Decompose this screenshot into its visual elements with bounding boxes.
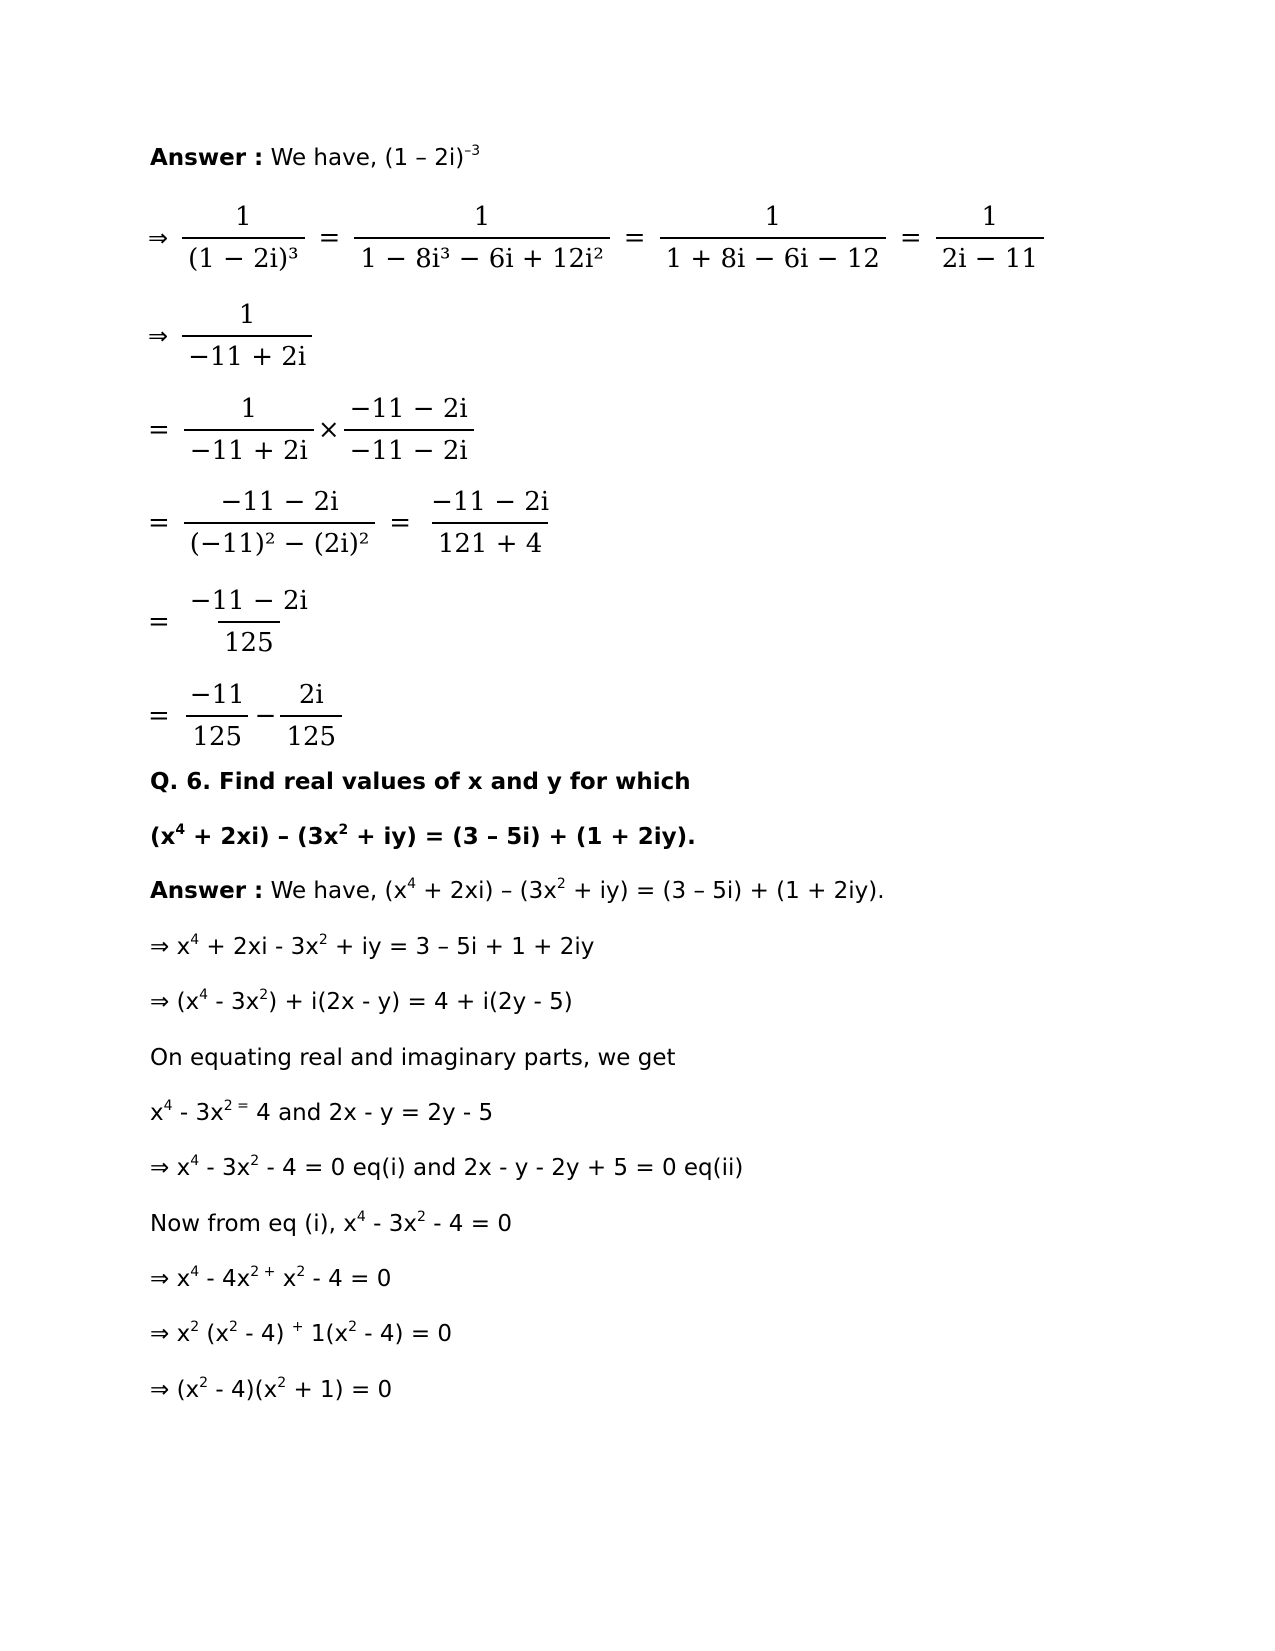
denominator: −11 − 2i [344, 429, 474, 468]
fraction [280, 678, 342, 754]
equals-sign: = [623, 223, 646, 253]
text: + 2xi) – (3x [416, 878, 557, 904]
math-line-3 [148, 392, 474, 468]
numerator: 2i [298, 680, 324, 710]
text: ⇒ x [150, 934, 191, 960]
math-line-5 [148, 584, 314, 660]
numerator: −11 [189, 680, 245, 710]
answer-label: Answer : [150, 878, 264, 904]
times-sign: × [317, 415, 340, 445]
math-line-6 [148, 678, 342, 754]
equals-sign: = [148, 415, 170, 445]
text: x [275, 1266, 297, 1292]
math-line-1 [148, 200, 1044, 276]
text: ⇒ x [150, 1155, 191, 1181]
exponent: 2 [318, 932, 328, 949]
answer-line-2 [150, 876, 885, 906]
text: Now from eq (i), x [150, 1211, 357, 1237]
fraction [344, 392, 474, 468]
text: - 4) = 0 [356, 1321, 453, 1347]
exponent: –3 [464, 143, 481, 160]
numerator: 1 [238, 300, 256, 330]
text: + iy) = (3 – 5i) + (1 + 2iy). [565, 878, 885, 904]
exponent: 2 [348, 1319, 357, 1336]
text: 1(x [303, 1321, 349, 1347]
text: 4 and 2x - y = 2y - 5 [248, 1100, 494, 1126]
implies-arrow: ⇒ [148, 224, 169, 252]
text: - 4 = 0 eq(i) and 2x - y - 2y + 5 = 0 eq(ii) [259, 1155, 744, 1181]
fraction [184, 584, 314, 660]
exponent: 2 [250, 1153, 260, 1170]
math-line-2 [148, 298, 312, 374]
exponent: 4 [190, 1153, 200, 1170]
step-3: On equating real and imaginary parts, we get [150, 1045, 676, 1071]
fraction [182, 298, 312, 374]
step-1 [150, 932, 594, 962]
answer-label: Answer : [150, 145, 264, 171]
denominator: −11 + 2i [184, 429, 314, 468]
numerator: −11 − 2i [349, 394, 468, 424]
text: ⇒ x [150, 1321, 191, 1347]
denominator: 125 [280, 715, 342, 754]
equals-sign: = [899, 223, 922, 253]
text: We have, (x [263, 878, 408, 904]
numerator: 1 [240, 394, 258, 424]
numerator: 1 [764, 202, 782, 232]
equals-sign: = [389, 508, 412, 538]
exponent: 2 [229, 1319, 238, 1336]
text: + iy = 3 – 5i + 1 + 2iy [327, 934, 595, 960]
text: - 4)(x [208, 1377, 278, 1403]
denominator: (1 − 2i)³ [182, 237, 304, 276]
exponent: 2 [199, 1375, 209, 1392]
answer-line-1 [150, 143, 480, 173]
exponent: 4 [356, 1209, 366, 1226]
fraction [660, 200, 886, 276]
numerator: −11 − 2i [220, 487, 339, 517]
text: - 4 = 0 [425, 1211, 512, 1237]
fraction [425, 485, 555, 561]
text: ⇒ (x [150, 1377, 200, 1403]
text: + 1) = 0 [286, 1377, 393, 1403]
text: + 2xi) – (3x [185, 824, 339, 850]
numerator: −11 − 2i [189, 586, 308, 616]
fraction [354, 200, 609, 276]
text: + 2xi - 3x [199, 934, 319, 960]
text: - 4x [199, 1266, 251, 1292]
minus-sign: − [254, 701, 277, 731]
question-equation [150, 822, 696, 852]
exponent: 2 = [223, 1098, 249, 1115]
numerator: −11 − 2i [431, 487, 550, 517]
numerator: 1 [981, 202, 999, 232]
exponent: 2 [338, 822, 349, 839]
step-5 [150, 1153, 743, 1183]
text: ) + i(2x - y) = 4 + i(2y - 5) [268, 989, 573, 1015]
numerator: 1 [473, 202, 491, 232]
math-line-4 [148, 485, 555, 561]
exponent: + [291, 1319, 304, 1336]
text: - 3x [208, 989, 260, 1015]
exponent: 2 [190, 1319, 200, 1336]
text: - 4) [237, 1321, 292, 1347]
step-4 [150, 1098, 493, 1128]
exponent: 4 [199, 987, 209, 1004]
exponent: 4 [190, 1264, 200, 1281]
equals-sign: = [148, 701, 170, 731]
denominator: 1 + 8i − 6i − 12 [660, 237, 886, 276]
exponent: 2 [259, 987, 269, 1004]
numerator: 1 [235, 202, 252, 232]
exponent: 2 + [250, 1264, 276, 1281]
equals-sign: = [318, 223, 341, 253]
fraction [184, 485, 375, 561]
text: x [150, 1100, 164, 1126]
text: - 3x [199, 1155, 251, 1181]
exponent: 4 [163, 1098, 173, 1115]
denominator: 2i − 11 [936, 237, 1044, 276]
fraction [936, 200, 1044, 276]
denominator: −11 + 2i [182, 335, 312, 374]
denominator: 121 + 4 [432, 522, 548, 561]
text: + iy) = (3 – 5i) + (1 + 2iy). [348, 824, 696, 850]
exponent: 2 [556, 876, 566, 893]
text: ⇒ x [150, 1266, 191, 1292]
exponent: 2 [416, 1209, 426, 1226]
answer-text: We have, (1 – 2i) [263, 145, 465, 171]
text: - 3x [365, 1211, 417, 1237]
fraction [184, 392, 314, 468]
fraction [182, 200, 304, 276]
text: - 4 = 0 [305, 1266, 392, 1292]
exponent: 4 [175, 822, 186, 839]
text: ⇒ (x [150, 989, 200, 1015]
step-7 [150, 1264, 391, 1294]
text: (x [199, 1321, 230, 1347]
implies-arrow: ⇒ [148, 322, 169, 350]
exponent: 4 [407, 876, 416, 893]
text: (x [150, 824, 176, 850]
step-9 [150, 1375, 392, 1405]
question-title: Q. 6. Find real values of x and y for which [150, 769, 691, 795]
equals-sign: = [148, 508, 170, 538]
fraction [184, 678, 251, 754]
denominator: 1 − 8i³ − 6i + 12i² [354, 237, 609, 276]
exponent: 4 [190, 932, 200, 949]
equals-sign: = [148, 607, 170, 637]
exponent: 2 [296, 1264, 306, 1281]
step-2 [150, 987, 573, 1017]
denominator: 125 [186, 715, 248, 754]
exponent: 2 [277, 1375, 287, 1392]
step-8 [150, 1319, 452, 1349]
denominator: 125 [218, 621, 280, 660]
text: - 3x [172, 1100, 224, 1126]
step-6 [150, 1209, 512, 1239]
denominator: (−11)² − (2i)² [184, 522, 375, 561]
